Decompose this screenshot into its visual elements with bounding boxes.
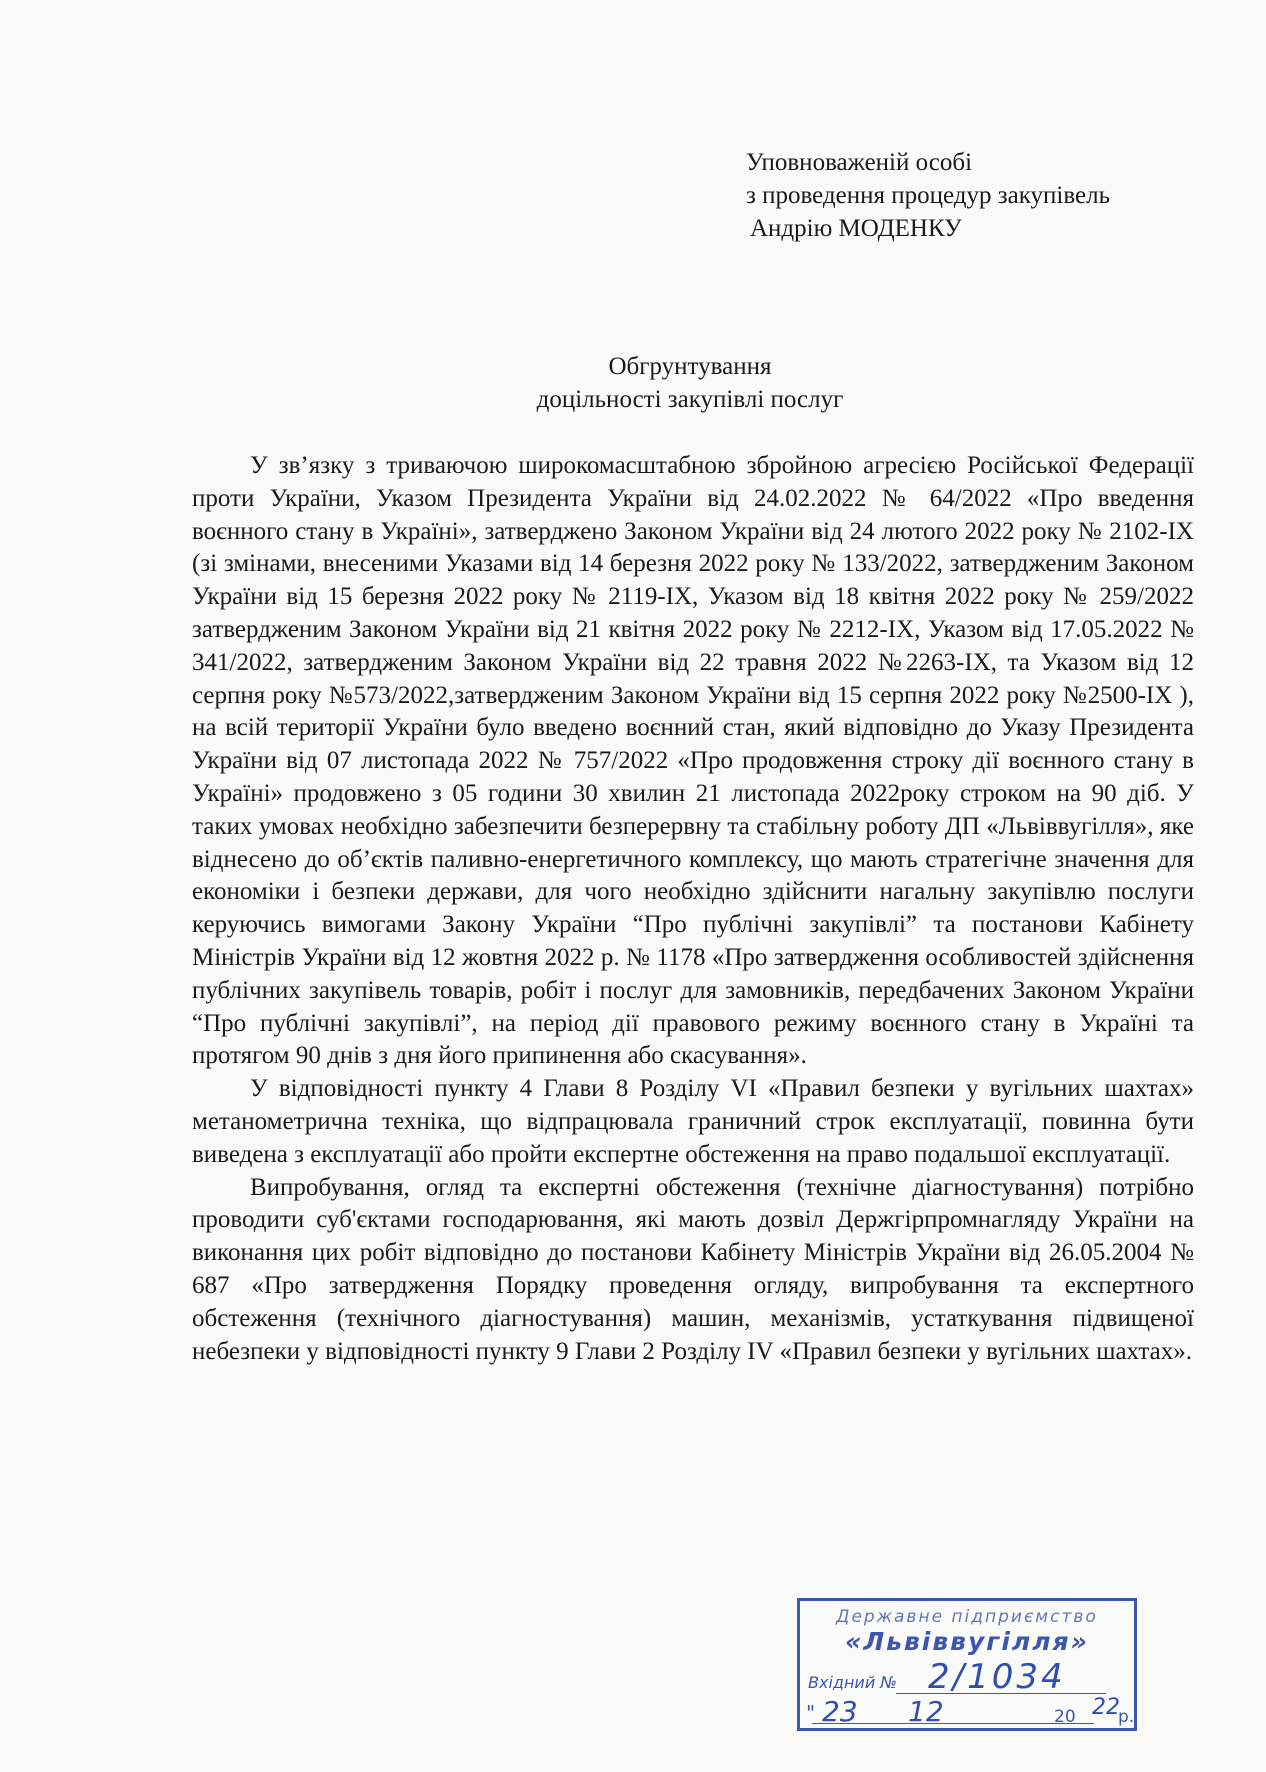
addressee-name: Андрію МОДЕНКУ (750, 215, 962, 242)
stamp-org-type: Державне підприємство (836, 1607, 1098, 1627)
stamp-date-day: 23 (822, 1695, 858, 1728)
title-line-1: Обгрунтування (608, 353, 772, 380)
stamp-number-line (896, 1693, 1106, 1694)
stamp-date-suffix: р. (1118, 1707, 1135, 1727)
paragraph-1: У зв’язку з триваючою широкомасштабною збройною агресією Російської Федерації проти України, Указом Президента України від 24.02.2022 № 64/2022 «Про введення воєнного стану в Україні», затверджено Законом України від 24 лютого 2022 року № 2102-IX (зі змінами, внесеними Указами від 14 березня 2022 року № 133/2022, затвердженим Законом України від 15 березня 2022 року № 2119-IX, Указом від 18 квітня 2022 року № 259/2022 затвердженим Законом України від 21 квітня 2022 року № 2212-IX, Указом від 17.05.2022 № 341/2022, затвердженим Законом України від 22 травня 2022 №2263-IX, та Указом від 12 серпня року №573/2022,затвердженим Законом України від 15 серпня 2022 року №2500-IX ), на всій території України було введено воєнний стан, який відповідно до Указу Президента України від 07 листопада 2022 № 757/2022 «Про продовження строку дії воєнного стану в Україні» продовжено з 05 години 30 хвилин 21 листопада 2022року строком на 90 діб. У таких умовах необхідно забезпечити безперервну та стабільну роботу ДП «Львіввугілля», яке віднесено до об’єктів паливно-енергетичного комплексу, що мають стратегічне значення для економіки і безпеки держави, для чого необхідно здійснити нагальну закупівлю послуги керуючись вимогами Закону України “Про публічні закупівлі” та постанови Кабінету Міністрів України від 12 жовтня 2022 р. № 1178 «Про затвердження особливостей здійснення публічних закупівель товарів, робіт і послуг для замовників, передбачених Законом України “Про публічні закупівлі”, на період дії правового режиму воєнного стану в Україні та протягом 90 днів з дня його припинення або скасування». (192, 452, 1194, 1070)
stamp-date-month: 12 (908, 1695, 944, 1728)
paragraph-2: У відповідності пункту 4 Глави 8 Розділу VI «Правил безпеки у вугільних шахтах» метанометрична техніка, що відпрацювала граничний строк експлуатації, повинна бути виведена з експлуатації або пройти експертне обстеження на право подальшої експлуатації. (192, 1075, 1194, 1168)
paragraph-3: Випробування, огляд та експертні обстеження (технічне діагностування) потрібно проводити суб'єктами господарювання, які мають дозвіл Держгірпромнагляду України на виконання цих робіт відповідно до постанови Кабінету Міністрів України від 26.05.2004 № 687 «Про затвердження Порядку проведення огляду, випробування та експертного обстеження (технічного діагностування) машин, механізмів, устаткування підвищеної небезпеки у відповідності пункту 9 Глави 2 Розділу IV «Правил безпеки у вугільних шахтах». (192, 1173, 1194, 1365)
stamp-org-name: «Львіввугілля» (845, 1627, 1089, 1656)
registration-stamp (797, 1598, 1137, 1731)
stamp-incoming-label: Вхідний № (808, 1673, 897, 1692)
stamp-incoming-number: 2/1034 (928, 1657, 1066, 1697)
stamp-date-year-prefix: 20 (1054, 1707, 1076, 1727)
addressee-line-2: з проведення процедур закупівель (746, 182, 1110, 209)
addressee-line-1: Уповноваженій особі (746, 149, 973, 176)
document-body (192, 450, 1194, 1368)
title-line-2: доцільності закупівлі послуг (536, 386, 844, 413)
stamp-date-year-hand: 22 (1092, 1695, 1120, 1720)
document-title (0, 350, 1266, 416)
addressee-block (746, 146, 1110, 245)
stamp-date-line (812, 1723, 1094, 1724)
stamp-date-quote: " (806, 1701, 816, 1725)
